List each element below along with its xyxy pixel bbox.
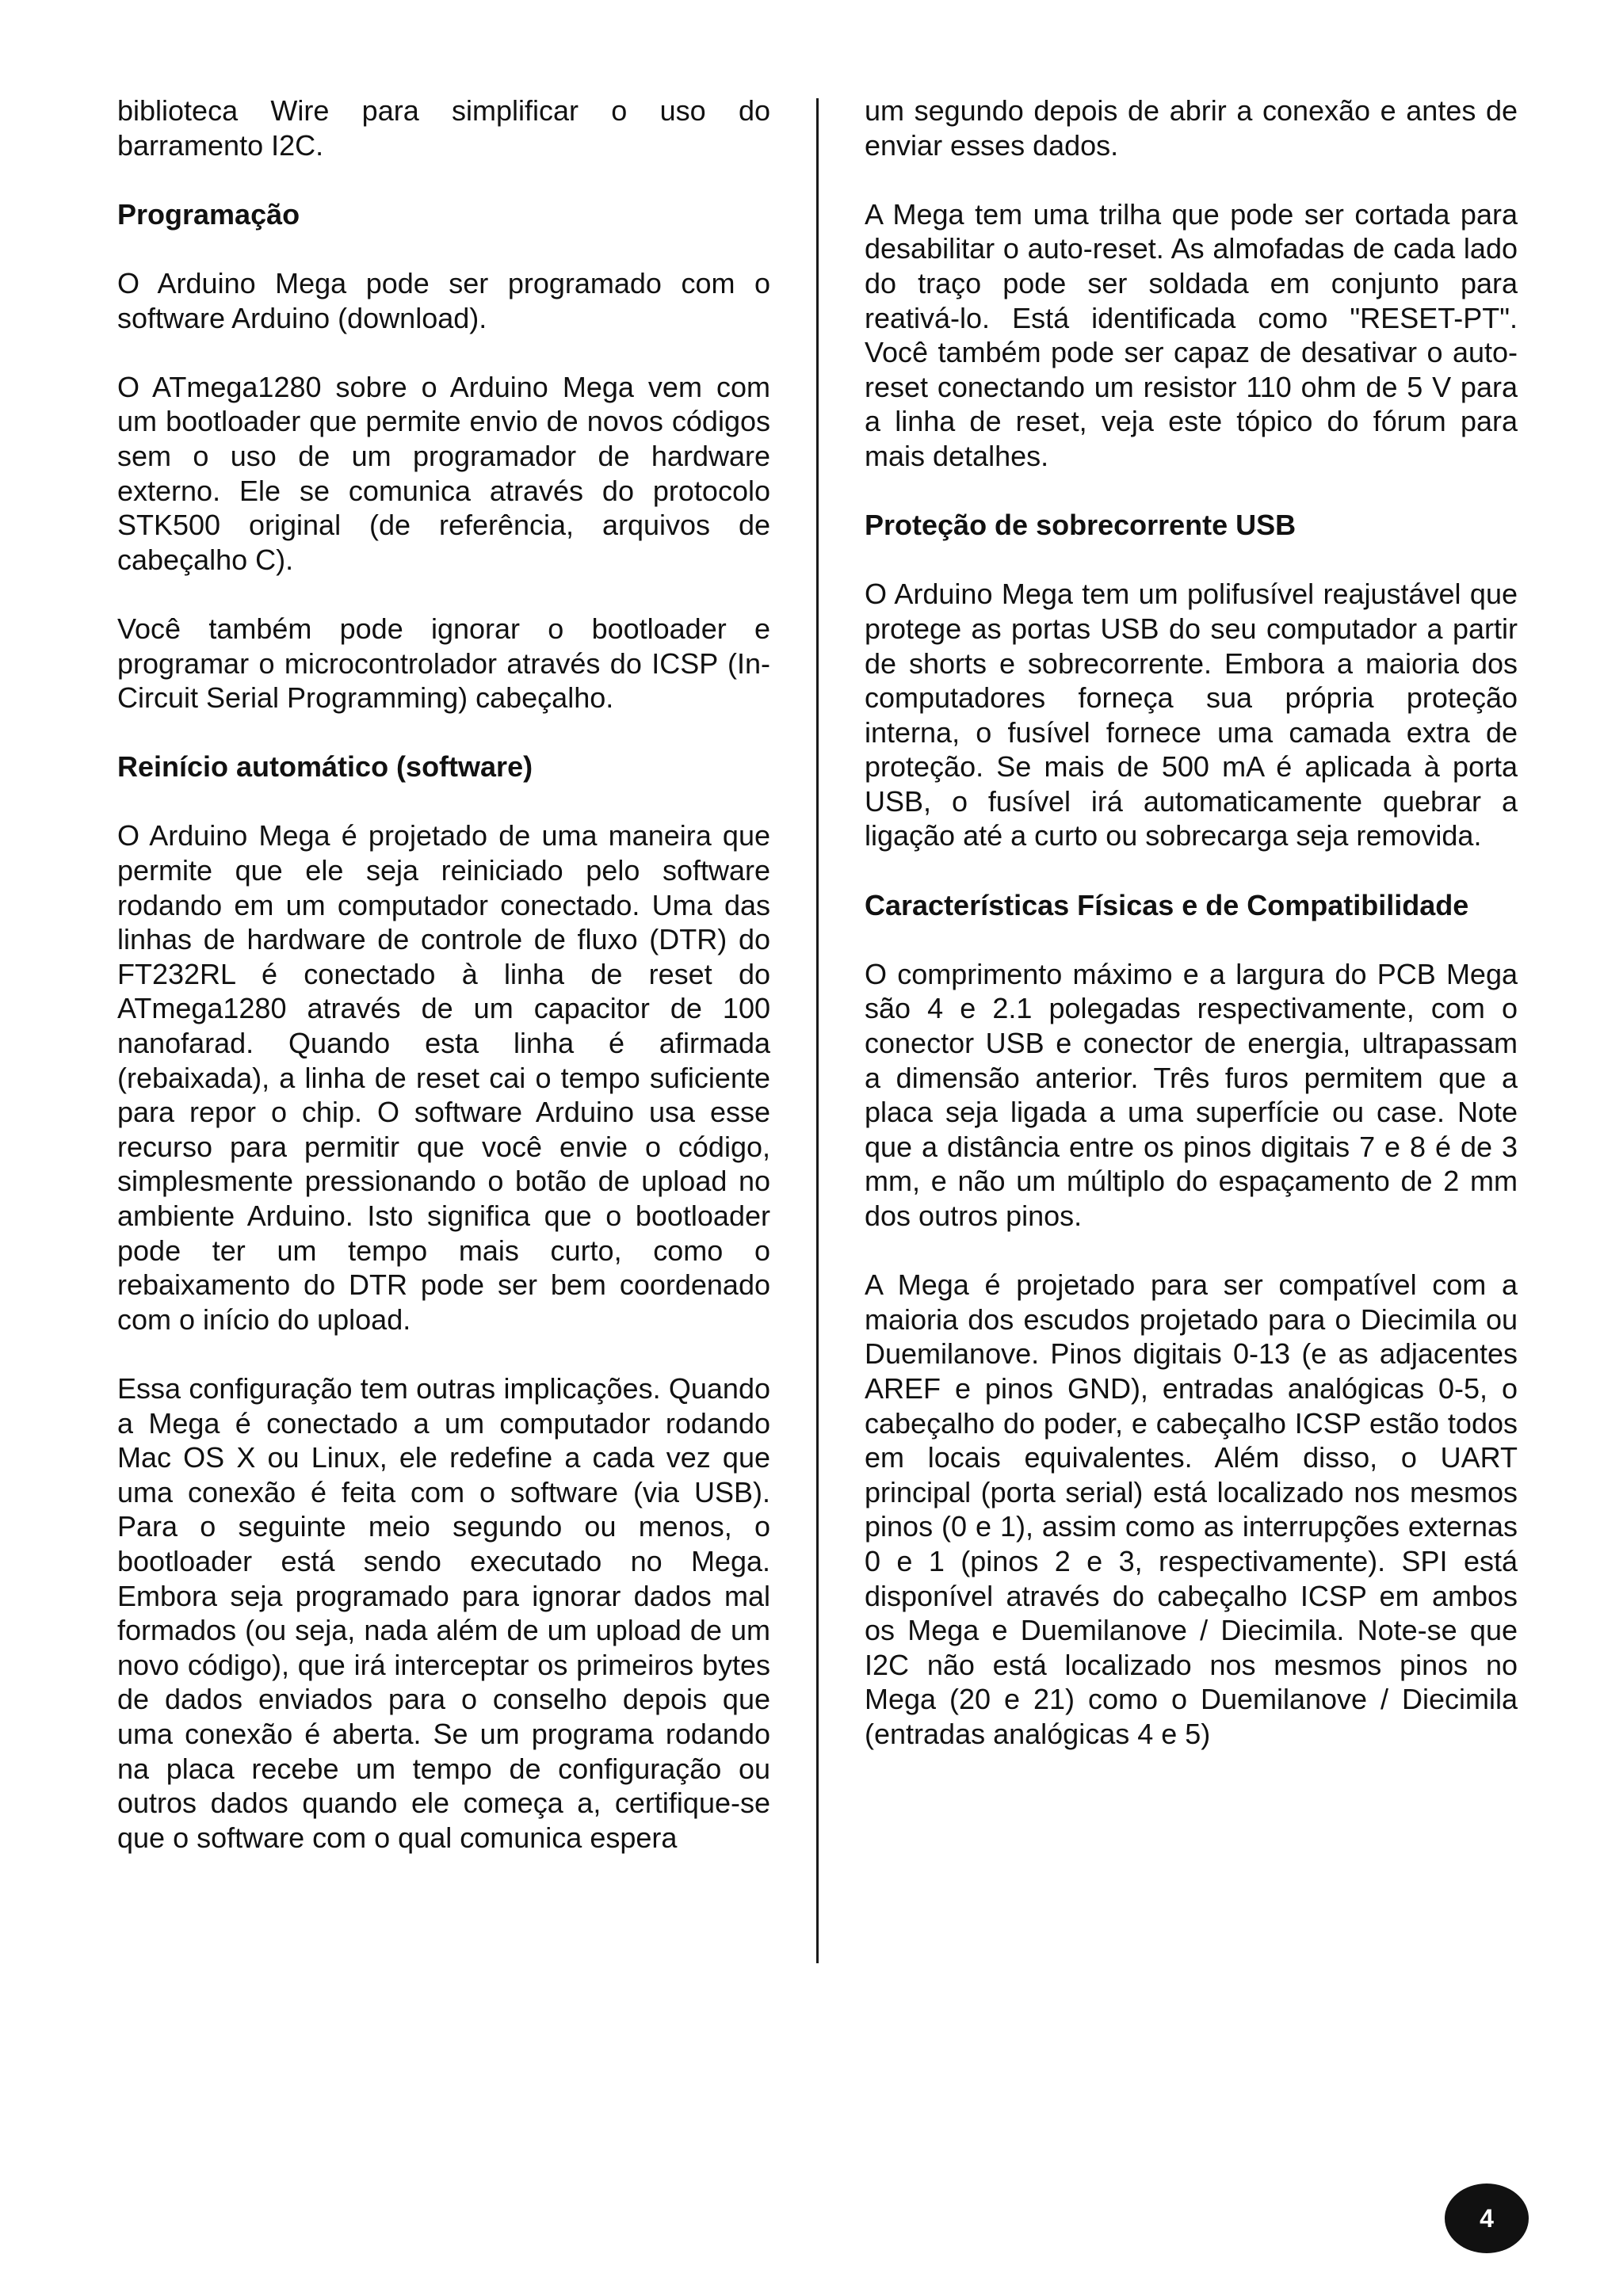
heading-reinicio-automatico: Reinício automático (software) xyxy=(117,750,533,784)
right-column xyxy=(865,93,1518,1752)
paragraph-programacao-3: Você também pode ignorar o bootloader e programar o microcontrolador através do ICSP (In-Circuit Serial Programming) cabeçalho. xyxy=(117,612,770,715)
paragraph-reinicio-2: Essa configuração tem outras implicações. Quando a Mega é conectado a um computador rodando Mac OS X ou Linux, ele redefine a cada vez que uma conexão é feita com o software (via USB). Para o seguinte meio segundo ou menos, o bootloader está sendo executado no Mega. Embora seja programado para ignorar dados mal formados (ou seja, nada além de um upload de um novo código), que irá interceptar os primeiros bytes de dados enviados para o conselho depois que uma conexão é aberta. Se um programa rodando na placa recebe um tempo de configuração ou outros dados quando ele começa a, certifique-se que o software com o qual comunica espera xyxy=(117,1371,770,1854)
heading-caracteristicas-fisicas: Características Físicas e de Compatibilidade xyxy=(865,888,1469,921)
column-divider xyxy=(816,98,819,1963)
paragraph-wire: biblioteca Wire para simplificar o uso do barramento I2C. xyxy=(117,94,770,162)
paragraph-trilha-reset: A Mega tem uma trilha que pode ser cortada para desabilitar o auto-reset. As almofadas de cada lado do traço pode ser soldada em conjunto para reativá-lo. Está identificada como "RESET-PT". Você também pode ser capaz de desativar o auto-reset conectando um resistor 110 ohm de 5 V para a linha de reset, veja este tópico do fórum para mais detalhes. xyxy=(865,197,1518,472)
paragraph-caracteristicas-fisicas: O comprimento máximo e a largura do PCB Mega são 4 e 2.1 polegadas respectivamente, com o conector USB e conector de energia, ultrapassam a dimensão anterior. Três furos permitem que a placa seja ligada a uma superfície ou case. Note que a distância entre os pinos digitais 7 e 8 é de 3 mm, e não um múltiplo do espaçamento de 2 mm dos outros pinos. xyxy=(865,957,1518,1232)
heading-protecao-usb: Proteção de sobrecorrente USB xyxy=(865,509,1296,542)
paragraph-compatibilidade: A Mega é projetado para ser compatível com a maioria dos escudos projetado para o Diecimila ou Duemilanove. Pinos digitais 0-13 (e as adjacentes AREF e pinos GND), entradas analógicas 0-5, o cabeçalho do poder, e cabeçalho ICSP estão todos em locais equivalentes. Além disso, o UART principal (porta serial) está localizado nos mesmos pinos (0 e 1), assim como as interrupções externas 0 e 1 (pinos 2 e 3, respectivamente). SPI está disponível através do cabeçalho ICSP em ambos os Mega e Duemilanove / Diecimila. Note-se que I2C não está localizado nos mesmos pinos no Mega (20 e 21) como o Duemilanove / Diecimila (entradas analógicas 4 e 5) xyxy=(865,1268,1518,1750)
paragraph-continuacao: um segundo depois de abrir a conexão e antes de enviar esses dados. xyxy=(865,94,1518,162)
heading-programacao: Programação xyxy=(117,197,300,231)
paragraph-programacao-2: O ATmega1280 sobre o Arduino Mega vem com um bootloader que permite envio de novos códigos sem o uso de um programador de hardware externo. Ele se comunica através do protocolo STK500 original (de referência, arquivos de cabeçalho C). xyxy=(117,370,770,576)
page-number-badge: 4 xyxy=(1445,2183,1529,2253)
paragraph-reinicio-1: O Arduino Mega é projetado de uma maneira que permite que ele seja reiniciado pelo software rodando em um computador conectado. Uma das linhas de hardware de controle de fluxo (DTR) do FT232RL é conectado à linha de reset do ATmega1280 através de um capacitor de 100 nanofarad. Quando esta linha é afirmada (rebaixada), a linha de reset cai o tempo suficiente para repor o chip. O software Arduino usa esse recurso para permitir que você envie o código, simplesmente pressionando o botão de upload no ambiente Arduino. Isto significa que o bootloader pode ter um tempo mais curto, como o rebaixamento do DTR pode ser bem coordenado com o início do upload. xyxy=(117,819,770,1336)
paragraph-protecao-usb: O Arduino Mega tem um polifusível reajustável que protege as portas USB do seu computador a partir de shorts e sobrecorrente. Embora a maioria dos computadores forneça sua própria proteção interna, o fusível fornece uma camada extra de proteção. Se mais de 500 mA é aplicada à porta USB, o fusível irá automaticamente quebrar a ligação até a curto ou sobrecarga seja removida. xyxy=(865,578,1518,852)
paragraph-programacao-1: O Arduino Mega pode ser programado com o software Arduino (download). xyxy=(117,266,770,334)
left-column xyxy=(117,93,770,1855)
